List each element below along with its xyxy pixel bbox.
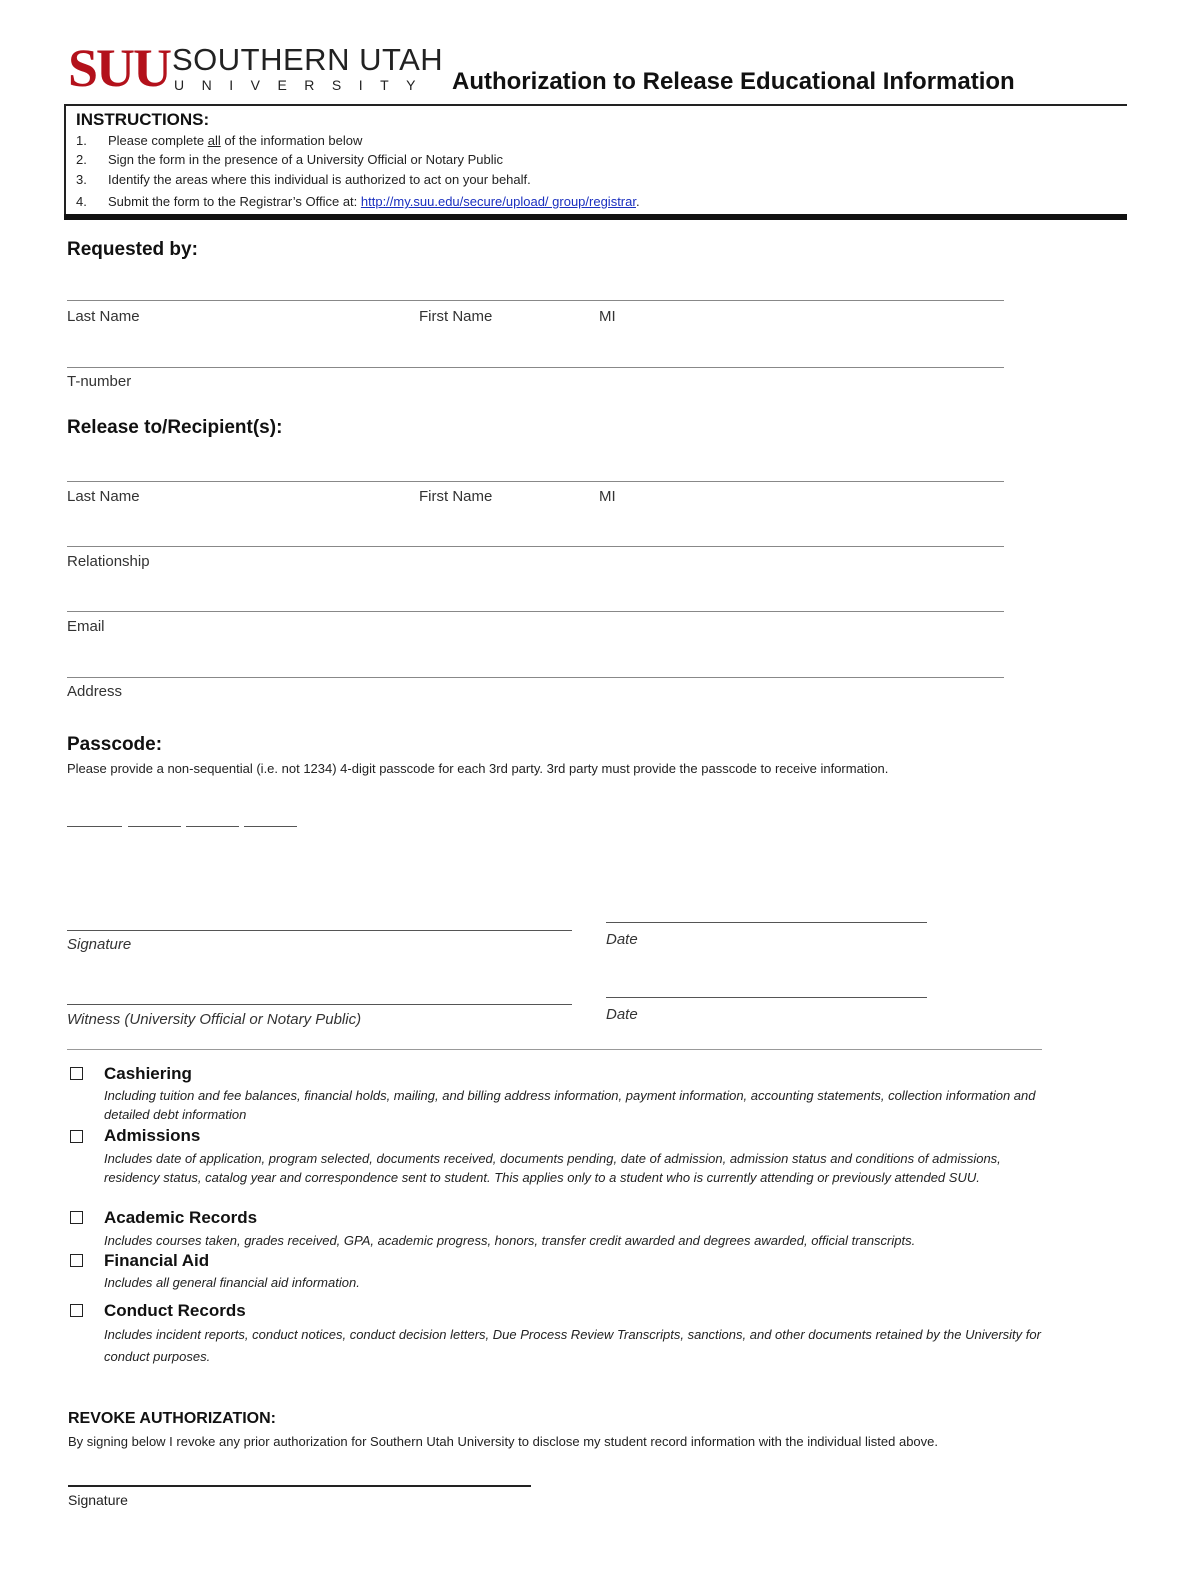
requester-mi-label: MI	[599, 308, 616, 325]
logo-suu: SUU	[68, 38, 171, 98]
requester-last-name-label: Last Name	[67, 308, 140, 325]
academic-records-description: Includes courses taken, grades received, GPA, academic progress, honors, transfer credit awarded and degrees awarded, official transcripts.	[104, 1233, 916, 1248]
address-line[interactable]	[67, 677, 1004, 678]
email-line[interactable]	[67, 611, 1004, 612]
signature-line[interactable]	[67, 930, 572, 931]
instruction-number: 1.	[76, 133, 87, 148]
conduct-records-title: Conduct Records	[104, 1301, 246, 1320]
instruction-number: 2.	[76, 152, 87, 167]
signature-date-line[interactable]	[606, 922, 927, 923]
recipient-first-name-label: First Name	[419, 488, 493, 505]
relationship-label: Relationship	[67, 553, 150, 570]
section-divider	[67, 1049, 1042, 1050]
passcode-digit-1[interactable]	[67, 826, 122, 827]
cashiering-checkbox[interactable]	[70, 1067, 83, 1080]
passcode-digit-3[interactable]	[186, 826, 239, 827]
passcode-digit-4[interactable]	[244, 826, 297, 827]
address-label: Address	[67, 683, 123, 700]
instructions-heading: INSTRUCTIONS:	[76, 110, 210, 129]
witness-date-line[interactable]	[606, 997, 927, 998]
passcode-digit-2[interactable]	[128, 826, 181, 827]
requester-first-name-label: First Name	[419, 308, 493, 325]
witness-date-label: Date	[606, 1006, 638, 1023]
witness-signature-line[interactable]	[67, 1004, 572, 1005]
recipient-heading: Release to/Recipient(s):	[67, 417, 283, 438]
recipient-mi-label: MI	[599, 488, 616, 505]
instruction-item: Submit the form to the Registrar’s Office at: http://my.suu.edu/secure/upload/ group/registrar.	[108, 194, 640, 209]
signature-date-label: Date	[606, 931, 638, 948]
passcode-heading: Passcode:	[67, 734, 163, 755]
admissions-description: Includes date of application, program selected, documents received, documents pending, date of admission, admission status and conditions of admissions, residency status, catalog year and correspondence sent to student. This applies only to a student who is currently attending or previously attended SUU.	[104, 1151, 1001, 1185]
recipient-last-name-label: Last Name	[67, 488, 140, 505]
document-title: Authorization to Release Educational Information	[452, 68, 1015, 95]
instruction-item: Identify the areas where this individual is authorized to act on your behalf.	[108, 172, 531, 187]
requested-by-heading: Requested by:	[67, 239, 198, 260]
logo-university-word: UNIVERSITY	[174, 77, 434, 93]
registrar-upload-link[interactable]: http://my.suu.edu/secure/upload/ group/registrar	[360, 194, 636, 209]
relationship-line[interactable]	[67, 546, 1004, 547]
financial-aid-title: Financial Aid	[104, 1251, 210, 1270]
admissions-title: Admissions	[104, 1126, 201, 1145]
academic-records-checkbox[interactable]	[70, 1211, 83, 1224]
instruction-number: 3.	[76, 172, 87, 187]
revoke-text: By signing below I revoke any prior authorization for Southern Utah University to disclose my student record information with the individual listed above.	[68, 1434, 938, 1449]
revoke-signature-label: Signature	[68, 1492, 128, 1508]
admissions-checkbox[interactable]	[70, 1130, 83, 1143]
conduct-records-checkbox[interactable]	[70, 1304, 83, 1317]
cashiering-description: Including tuition and fee balances, financial holds, mailing, and billing address information, payment information, accounting statements, collection information and detailed debt information	[104, 1088, 1036, 1122]
conduct-records-description: Includes incident reports, conduct notices, conduct decision letters, Due Process Review Transcripts, sanctions, and other documents retained by the University for conduct purposes.	[104, 1327, 1041, 1364]
requester-name-line[interactable]	[67, 300, 1004, 301]
financial-aid-description: Includes all general financial aid information.	[104, 1275, 360, 1290]
email-label: Email	[67, 618, 105, 635]
academic-records-title: Academic Records	[104, 1208, 258, 1227]
cashiering-title: Cashiering	[104, 1064, 192, 1083]
instructions-bottom-rule	[64, 214, 1127, 220]
instruction-number: 4.	[76, 194, 87, 209]
instruction-item: Sign the form in the presence of a University Official or Notary Public	[108, 152, 503, 167]
passcode-description: Please provide a non-sequential (i.e. not 1234) 4-digit passcode for each 3rd party. 3rd party must provide the passcode to receive information.	[67, 761, 889, 776]
signature-label: Signature	[67, 936, 132, 953]
witness-label: Witness (University Official or Notary Public)	[67, 1011, 362, 1028]
recipient-name-line[interactable]	[67, 481, 1004, 482]
t-number-label: T-number	[67, 373, 132, 390]
revoke-signature-line[interactable]	[68, 1485, 531, 1487]
financial-aid-checkbox[interactable]	[70, 1254, 83, 1267]
t-number-line[interactable]	[67, 367, 1004, 368]
logo-university-name: SOUTHERN UTAH	[172, 42, 444, 77]
instruction-item: Please complete all of the information below	[108, 133, 363, 148]
revoke-heading: REVOKE AUTHORIZATION:	[68, 1410, 276, 1427]
